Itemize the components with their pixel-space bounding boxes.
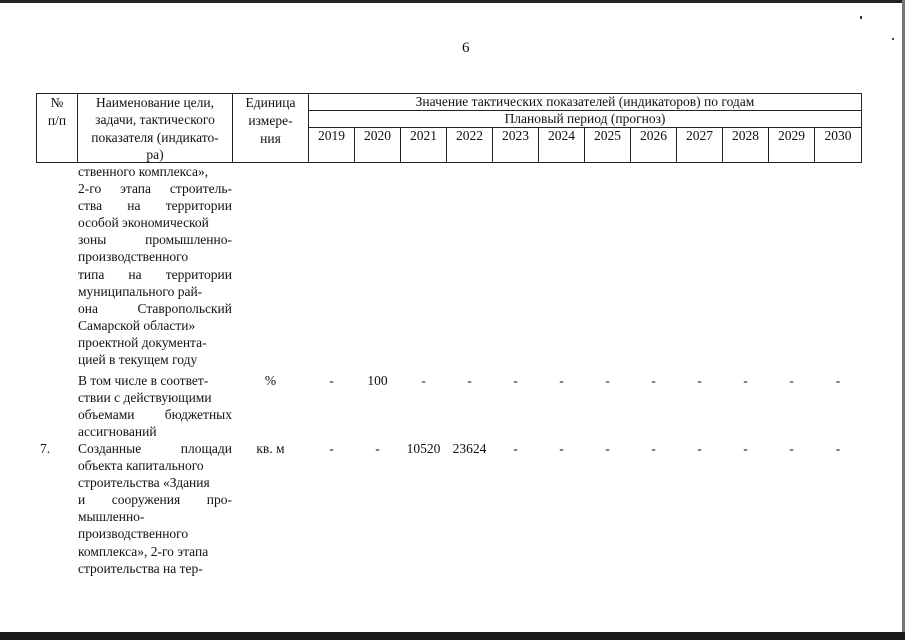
- value-cell: -: [559, 373, 564, 388]
- header-period: Плановый период (прогноз): [504, 111, 666, 126]
- row-number: 7.: [40, 441, 51, 456]
- scan-speck: [860, 16, 862, 19]
- text-line: ственного комплекса»,: [78, 164, 209, 179]
- header-unit-line: Единица: [245, 95, 296, 110]
- header-name-line: Наименование цели,: [95, 95, 215, 110]
- text-line: она Ставропольский: [78, 300, 232, 316]
- text-line: производственного: [78, 249, 189, 265]
- header-year: 2023: [502, 128, 529, 143]
- value-cell: -: [789, 441, 794, 456]
- header-year: 2027: [686, 128, 713, 143]
- text-line: типа на территории: [78, 266, 232, 282]
- value-cell: 10520: [406, 441, 441, 456]
- continued-indicator-text: [78, 163, 232, 368]
- text-line: строительства на тер-: [78, 560, 203, 576]
- header-year: 2022: [456, 128, 483, 143]
- text-line: особой экономической: [78, 215, 209, 231]
- text-line: зоны промышленно-: [78, 232, 232, 248]
- text-line: цией в текущем году: [78, 352, 198, 368]
- header-year: 2020: [364, 128, 391, 143]
- header-name: [78, 94, 232, 163]
- header-year: 2029: [778, 128, 805, 143]
- header-year: 2021: [410, 128, 437, 143]
- value-cell: -: [835, 441, 841, 456]
- scan-speck: [892, 38, 894, 40]
- value-cell: -: [743, 441, 748, 456]
- value-cell: -: [329, 441, 334, 456]
- text-line: объемами бюджетных: [78, 407, 232, 423]
- text-line: муниципального рай-: [78, 283, 203, 299]
- header-no-line: п/п: [47, 113, 67, 128]
- value-cell: -: [697, 441, 702, 456]
- text-line: и сооружения про-: [78, 492, 232, 508]
- value-cell: -: [467, 373, 472, 388]
- row-name: [78, 372, 232, 440]
- page-number: 6: [462, 40, 470, 56]
- value-cell: -: [513, 441, 518, 456]
- text-line: проектной документа-: [78, 334, 207, 350]
- value-cell: -: [743, 373, 748, 388]
- text-line: строительства «Здания: [78, 475, 210, 491]
- header-unit-line: ния: [260, 131, 281, 146]
- header-name-line: ра): [146, 146, 164, 162]
- header-no: [37, 94, 77, 130]
- text-line: комплекса», 2-го этапа: [78, 543, 209, 559]
- value-cell: -: [375, 441, 380, 456]
- header-values-title: Значение тактических показателей (индикаторов) по годам: [415, 94, 755, 109]
- row-name: [78, 440, 232, 577]
- text-line: производственного: [78, 526, 189, 542]
- page-top-edge: [0, 0, 905, 3]
- text-line: 2-го этапа строитель-: [78, 181, 232, 197]
- value-cell: 23624: [452, 441, 487, 456]
- text-line: Самарской области»: [78, 317, 196, 333]
- header-year: 2019: [318, 128, 345, 143]
- text-line: В том числе в соответ-: [78, 373, 209, 388]
- text-line: ствии с действующими: [78, 390, 212, 406]
- row-unit: кв. м: [256, 441, 285, 456]
- value-cell: -: [605, 441, 610, 456]
- text-line: ассигнований: [78, 424, 157, 440]
- text-line: мышленно-: [78, 509, 145, 525]
- page-bottom-edge: [0, 632, 905, 640]
- value-cell: -: [513, 373, 518, 388]
- value-cell: -: [605, 373, 610, 388]
- value-cell: -: [421, 373, 426, 388]
- header-vline: [861, 93, 862, 163]
- header-year: 2024: [548, 128, 575, 143]
- header-no-line: №: [50, 95, 64, 110]
- header-year: 2028: [732, 128, 759, 143]
- value-cell: -: [651, 441, 656, 456]
- header-unit: [233, 94, 308, 148]
- value-cell: -: [329, 373, 334, 388]
- header-year: 2026: [640, 128, 667, 143]
- value-cell: -: [651, 373, 656, 388]
- header-year: 2025: [594, 128, 621, 143]
- value-cell: -: [697, 373, 702, 388]
- value-cell: 100: [367, 373, 388, 388]
- header-name-line: показателя (индикато-: [91, 129, 219, 145]
- row-unit: %: [264, 373, 277, 388]
- text-line: ства на территории: [78, 198, 232, 214]
- text-line: объекта капитального: [78, 458, 204, 474]
- header-unit-line: измере-: [248, 113, 293, 128]
- header-name-line: задачи, тактического: [95, 112, 215, 128]
- value-cell: -: [789, 373, 794, 388]
- value-cell: -: [835, 373, 841, 388]
- text-line: Созданные площади: [78, 441, 232, 456]
- header-year: 2030: [824, 128, 852, 143]
- value-cell: -: [559, 441, 564, 456]
